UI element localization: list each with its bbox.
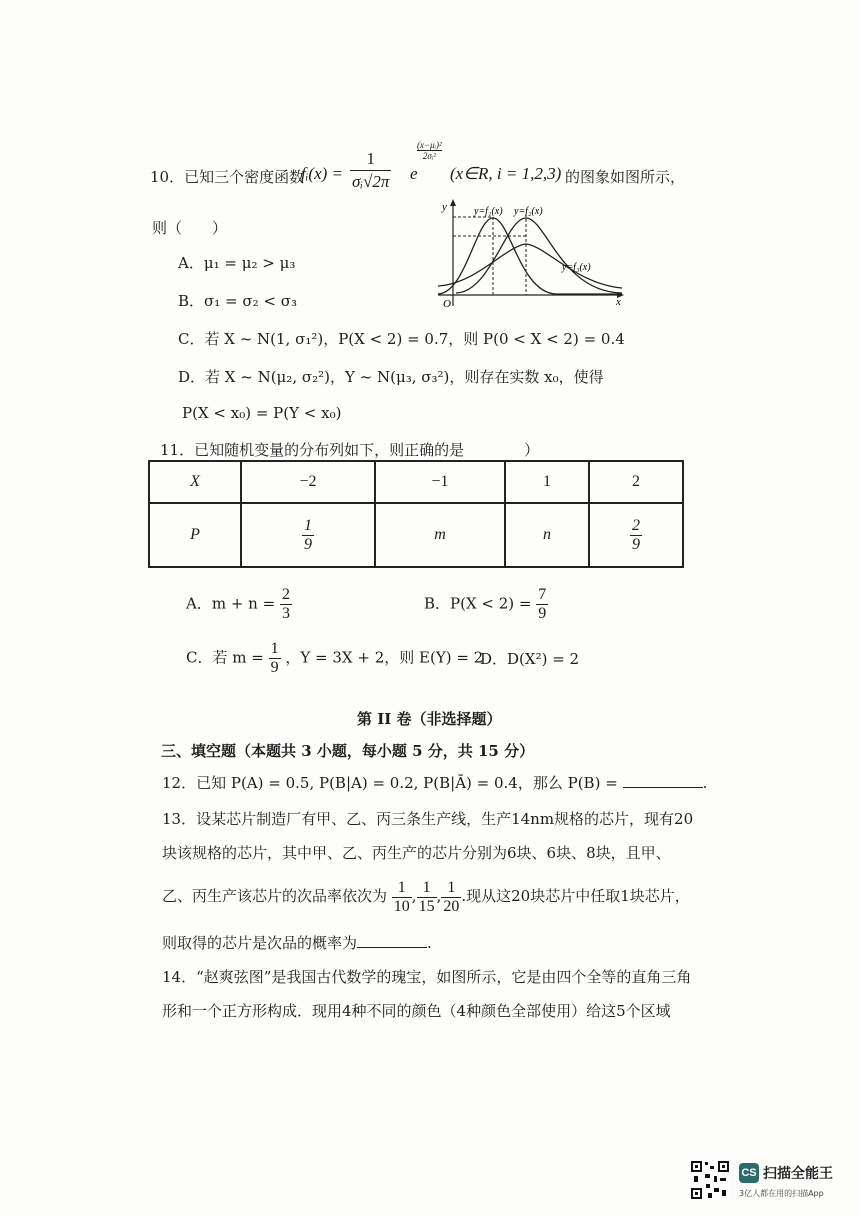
q13-f2-num: 1 <box>417 879 437 898</box>
q13-line1: 13．设某芯片制造厂有甲、乙、丙三条生产线，生产14nm规格的芯片，现有20 <box>162 810 694 828</box>
camscanner-logo: CS <box>739 1163 759 1183</box>
q14-line2: 形和一个正方形构成．现用4种不同的颜色（4种颜色全部使用）给这5个区域 <box>162 1002 671 1020</box>
q10-exp-den: 2σᵢ² <box>422 151 436 161</box>
table-cell: m <box>375 503 505 567</box>
q11-opt-b-den: 9 <box>538 605 547 622</box>
q13-answer-blank[interactable] <box>357 947 427 948</box>
table-cell <box>589 503 683 567</box>
q12-text: 12．已知 P(A) = 0.5, P(B|A) = 0.2, P(B|Ā) = 0.4，那么 P(B) = <box>162 774 618 792</box>
origin-label: O <box>443 298 451 308</box>
q10-domain: (x∈R, i = 1,2,3) <box>450 164 562 183</box>
q10-frac-num: 1 <box>350 148 391 171</box>
scanner-slogan: 3亿人都在用的扫描App <box>739 1189 824 1198</box>
label-f1: y=f₁(x) <box>474 206 503 217</box>
q12-end: . <box>702 774 708 792</box>
q10-option-d: D．若 X ~ N(μ₂, σ₂²)，Y ~ N(μ₃, σ₃²)，则存在实数 x₀，使得 <box>178 368 604 386</box>
q10-tail: 的图象如图所示， <box>565 168 686 186</box>
q10-option-d-cont: P(X < x₀) = P(Y < x₀) <box>182 404 342 422</box>
q14-line1: 14．“赵爽弦图”是我国古代数学的瑰宝，如图所示，它是由四个全等的直角三角 <box>162 968 692 986</box>
q11-opt-a-num: 2 <box>281 586 290 603</box>
q11-stem: 11．已知随机变量的分布列如下，则正确的是 ） <box>160 441 540 459</box>
y-axis-arrow <box>450 199 456 206</box>
q11-opt-a-den: 3 <box>281 605 290 622</box>
q11-option-d: D．D(X²) = 2 <box>480 650 580 668</box>
distribution-table <box>148 460 684 568</box>
q13-f2-den: 15 <box>418 897 435 915</box>
q13-line2: 块该规格的芯片，其中甲、乙、丙生产的芯片分别为6块、6块、8块，且甲、 <box>162 844 671 862</box>
table-cell: n <box>505 503 589 567</box>
part3-heading: 三、填空题（本题共 3 小题，每小题 5 分，共 15 分） <box>161 742 535 760</box>
q10-ze: 则（ ） <box>152 219 228 237</box>
q11-opt-b-pre: B．P(X < 2) = <box>424 594 532 613</box>
q13-line4-end: . <box>427 934 432 952</box>
q11-opt-c-pre: C．若 m = <box>186 648 264 667</box>
q11-option-b <box>424 586 548 623</box>
q11-option-c <box>186 640 483 677</box>
q13-line3: 乙、丙生产该芯片的次品率依次为 $\frac{1}{10}$ , $\frac{1}{15}$ , $\frac{1}{20}$ .现从这20块芯片中任取1块芯片， <box>162 878 690 915</box>
section-title: 第 II 卷（非选择题） <box>357 710 502 728</box>
q11-opt-b-num: 7 <box>538 586 547 603</box>
q10-frac-den: σᵢ√2π <box>352 172 390 191</box>
table-cell: −2 <box>241 461 375 503</box>
table-row <box>149 461 683 503</box>
table-cell: 1 <box>505 461 589 503</box>
p1-den: 9 <box>304 535 312 553</box>
qr-code-icon <box>690 1160 730 1200</box>
q10-fraction <box>350 148 391 193</box>
p4-den: 9 <box>632 535 640 553</box>
q13-f3-den: 20 <box>443 897 460 915</box>
y-axis-label: y <box>442 201 447 213</box>
label-f2: y=f₂(x) <box>514 206 543 217</box>
q13-f1-num: 1 <box>392 879 412 898</box>
table-cell: −1 <box>375 461 505 503</box>
q10-intro: 10．已知三个密度函数 <box>150 168 305 186</box>
q10-formula-lhs: fᵢ(x) = <box>301 164 344 183</box>
q13-f1-den: 10 <box>393 897 410 915</box>
q11-opt-a-pre: A．m + n = <box>186 594 276 613</box>
q10-option-a: A．μ₁ = μ₂ > μ₃ <box>178 254 296 272</box>
normal-density-graph <box>436 196 628 308</box>
label-f3: y=f₃(x) <box>562 262 591 273</box>
q11-option-a <box>186 586 292 623</box>
q13-line3-pre: 乙、丙生产该芯片的次品率依次为 <box>162 887 388 905</box>
q13-line3-post: .现从这20块芯片中任取1块芯片， <box>461 887 690 905</box>
table-header-x: X <box>149 461 241 503</box>
q10-exp-num: (x−μᵢ)² <box>417 140 442 150</box>
q11-opt-c-post: ，Y = 3X + 2，则 E(Y) = 2 <box>285 648 484 667</box>
x-axis-label: x <box>616 296 621 308</box>
curve-f3 <box>438 244 622 288</box>
table-row <box>149 503 683 567</box>
q10-option-c: C．若 X ~ N(1, σ₁²)，P(X < 2) = 0.7，则 P(0 < X < 2) = 0.4 <box>178 330 625 348</box>
q13-line4-text: 则取得的芯片是次品的概率为 <box>162 934 358 952</box>
q10-exponent <box>417 140 442 161</box>
scanner-app-name: 扫描全能王 <box>763 1166 833 1182</box>
q11-opt-c-num: 1 <box>270 640 279 657</box>
p4-num: 2 <box>632 516 640 534</box>
q11-opt-c-den: 9 <box>270 659 279 676</box>
table-cell: 2 <box>589 461 683 503</box>
q10-exp-base: e <box>410 164 418 183</box>
q13-f3-num: 1 <box>441 879 461 898</box>
table-header-p: P <box>149 503 241 567</box>
q10-option-b: B．σ₁ = σ₂ < σ₃ <box>178 292 297 310</box>
table-cell <box>241 503 375 567</box>
curve-f1 <box>438 218 622 294</box>
q12 <box>162 772 707 793</box>
q12-answer-blank[interactable] <box>623 787 703 788</box>
q13-line4 <box>162 932 432 953</box>
p1-num: 1 <box>304 516 312 534</box>
